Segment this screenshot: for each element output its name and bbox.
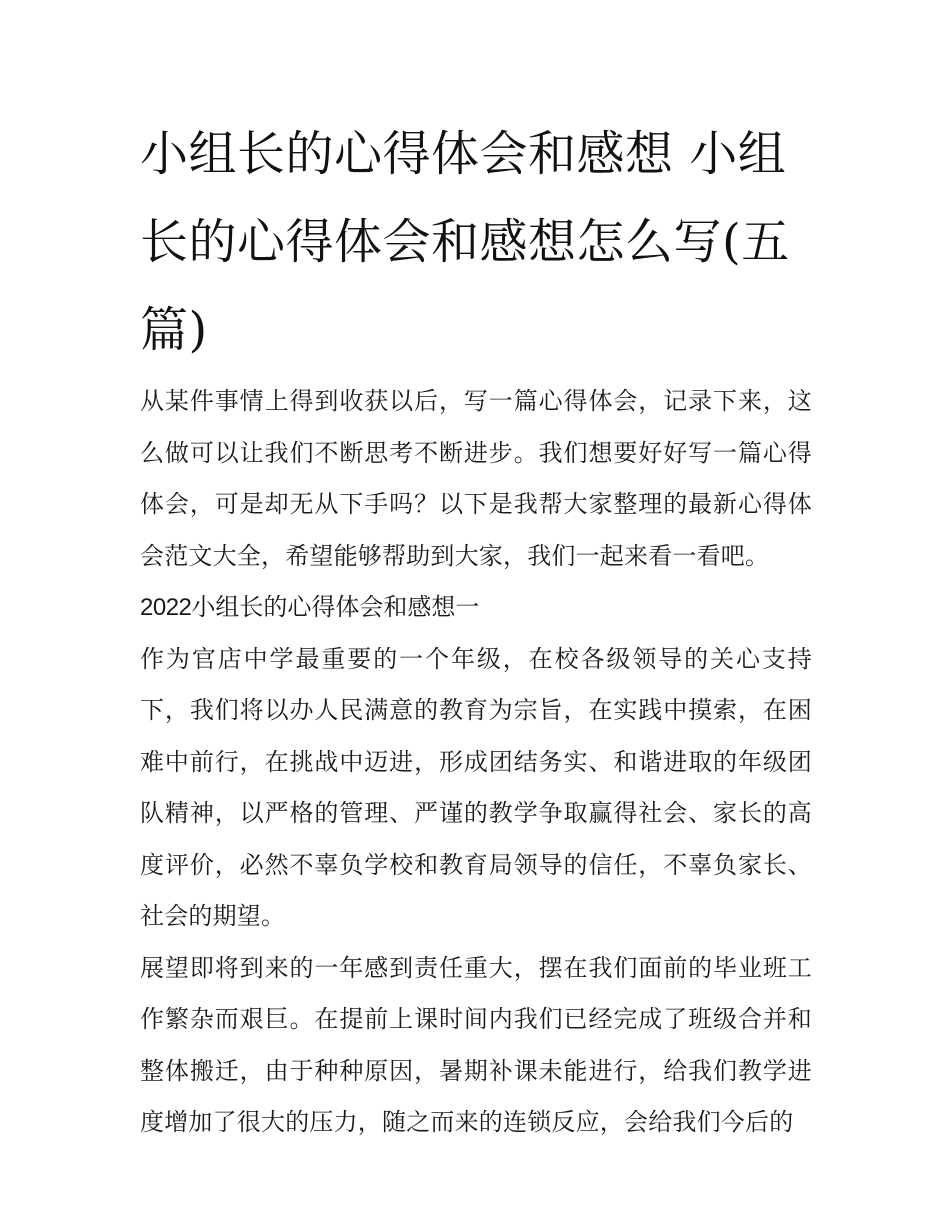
document-title: 小组长的心得体会和感想 小组长的心得体会和感想怎么写(五篇) bbox=[140, 126, 790, 358]
body-paragraph: 展望即将到来的一年感到责任重大，摆在我们面前的毕业班工作繁杂而艰巨。在提前上课时间内我们已经完成了班级合并和整体搬迁，由于种种原因，暑期补课未能进行，给我们教学进度增加了很大的压力，随之而来的连锁反应，会给我们今后的 bbox=[140, 953, 812, 1136]
document-page bbox=[140, 110, 812, 1149]
section-heading-text: 小组长的心得体会和感想一 bbox=[191, 593, 480, 621]
intro-paragraph: 从某件事情上得到收获以后，写一篇心得体会，记录下来，这么做可以让我们不断思考不断进步。我们想要好好写一篇心得体会，可是却无从下手吗？以下是我帮大家整理的最新心得体会范文大全，希望能够帮助到大家，我们一起来看一看吧。 bbox=[140, 387, 812, 570]
body-paragraph: 作为官店中学最重要的一个年级，在校各级领导的关心支持下，我们将以办人民满意的教育为宗旨，在实践中摸索，在困难中前行，在挑战中迈进，形成团结务实、和谐进取的年级团队精神，以严格的管理、严谨的教学争取赢得社会、家长的高度评价，必然不辜负学校和教育局领导的信任，不辜负家长、社会的期望。 bbox=[140, 644, 812, 930]
section-heading bbox=[140, 582, 812, 634]
section-heading-year: 2022 bbox=[140, 594, 192, 621]
